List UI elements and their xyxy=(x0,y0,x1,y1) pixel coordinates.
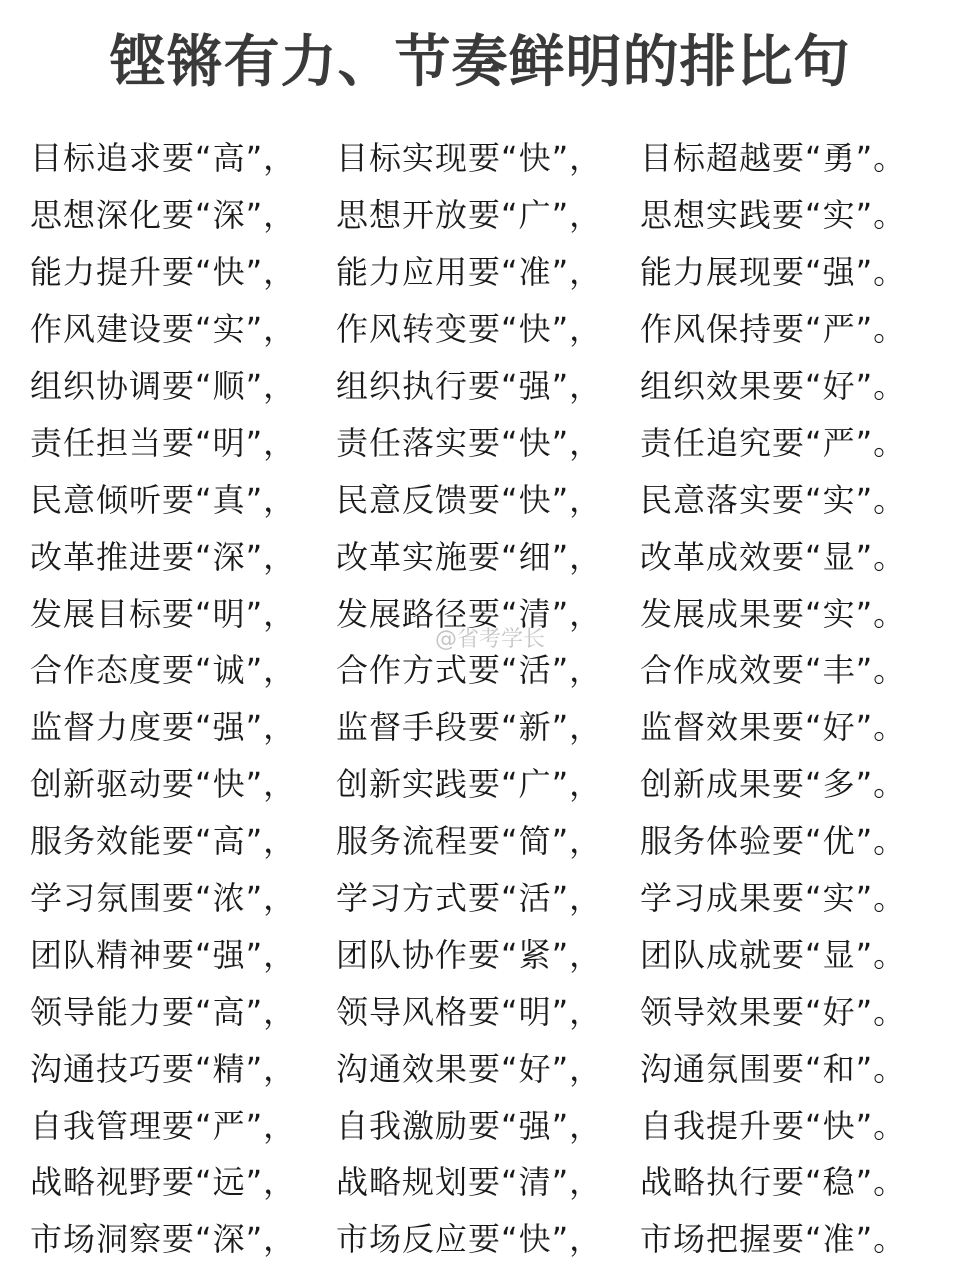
sentence-clause: 目标超越要“勇”。 xyxy=(640,139,907,178)
page-title: 铿锵有力、节奏鲜明的排比句 xyxy=(109,30,851,95)
sentence-clause: 市场洞察要“深”， xyxy=(30,1220,297,1259)
sentence-clause: 思想开放要“广”， xyxy=(336,196,603,235)
sentence-clause: 发展成果要“实”。 xyxy=(640,594,907,633)
sentence-clause: 合作成效要“丰”。 xyxy=(640,651,907,690)
sentence-row xyxy=(30,356,950,413)
sentence-clause: 市场反应要“快”， xyxy=(336,1220,603,1259)
parallel-sentence-list xyxy=(30,128,950,1266)
sentence-clause: 创新成果要“多”。 xyxy=(640,765,907,804)
sentence-clause: 发展目标要“明”， xyxy=(30,594,297,633)
sentence-clause: 作风建设要“实”， xyxy=(30,310,297,349)
sentence-row xyxy=(30,469,950,526)
sentence-row xyxy=(30,526,950,583)
sentence-clause: 服务体验要“优”。 xyxy=(640,822,907,861)
sentence-row xyxy=(30,924,950,981)
sentence-row xyxy=(30,412,950,469)
sentence-row xyxy=(30,1095,950,1152)
sentence-clause: 合作方式要“活”， xyxy=(336,651,603,690)
sentence-clause: 合作态度要“诚”， xyxy=(30,651,297,690)
sentence-clause: 能力展现要“强”。 xyxy=(640,253,907,292)
sentence-clause: 责任落实要“快”， xyxy=(336,423,603,462)
watermark-text: @省考学长 xyxy=(435,627,546,652)
sentence-clause: 创新驱动要“快”， xyxy=(30,765,297,804)
sentence-row xyxy=(30,754,950,811)
sentence-clause: 自我提升要“快”。 xyxy=(640,1106,907,1145)
sentence-clause: 沟通技巧要“精”， xyxy=(30,1049,297,1088)
sentence-clause: 民意落实要“实”。 xyxy=(640,480,907,519)
sentence-clause: 学习氛围要“浓”， xyxy=(30,879,297,918)
sentence-row xyxy=(30,868,950,925)
sentence-clause: 学习方式要“活”， xyxy=(336,879,603,918)
sentence-clause: 领导风格要“明”， xyxy=(336,992,603,1031)
sentence-clause: 团队协作要“紧”， xyxy=(336,935,603,974)
sentence-clause: 发展路径要“清”， xyxy=(336,594,603,633)
sentence-clause: 责任追究要“严”。 xyxy=(640,423,907,462)
sentence-clause: 监督手段要“新”， xyxy=(336,708,603,747)
sentence-row xyxy=(30,242,950,299)
sentence-row xyxy=(30,1209,950,1266)
sentence-clause: 沟通氛围要“和”。 xyxy=(640,1049,907,1088)
sentence-clause: 学习成果要“实”。 xyxy=(640,879,907,918)
sentence-clause: 组织协调要“顺”， xyxy=(30,367,297,405)
sentence-clause: 改革实施要“细”， xyxy=(336,537,603,576)
sentence-clause: 服务效能要“高”， xyxy=(30,822,297,861)
sentence-row xyxy=(30,811,950,868)
sentence-clause: 作风保持要“严”。 xyxy=(640,310,907,349)
sentence-clause: 战略执行要“稳”。 xyxy=(640,1163,907,1202)
sentence-row xyxy=(30,981,950,1038)
sentence-clause: 思想深化要“深”， xyxy=(30,196,297,235)
sentence-clause: 自我激励要“强”， xyxy=(336,1106,603,1145)
sentence-clause: 监督力度要“强”， xyxy=(30,708,297,747)
sentence-clause: 民意反馈要“快”， xyxy=(336,480,603,519)
sentence-clause: 目标实现要“快”， xyxy=(336,139,603,178)
sentence-clause: 沟通效果要“好”， xyxy=(336,1049,603,1088)
sentence-clause: 战略规划要“清”， xyxy=(336,1163,603,1202)
sentence-clause: 组织效果要“好”。 xyxy=(640,367,907,405)
sentence-clause: 作风转变要“快”， xyxy=(336,310,603,349)
sentence-clause: 自我管理要“严”， xyxy=(30,1106,297,1145)
sentence-clause: 团队成就要“显”。 xyxy=(640,935,907,974)
sentence-clause: 领导能力要“高”， xyxy=(30,992,297,1031)
sentence-clause: 民意倾听要“真”， xyxy=(30,480,297,519)
sentence-row xyxy=(30,1038,950,1095)
sentence-clause: 能力应用要“准”， xyxy=(336,253,603,292)
sentence-clause: 思想实践要“实”。 xyxy=(640,196,907,235)
sentence-clause: 监督效果要“好”。 xyxy=(640,708,907,747)
sentence-row xyxy=(30,299,950,356)
sentence-clause: 服务流程要“简”， xyxy=(336,822,603,861)
sentence-clause: 改革成效要“显”。 xyxy=(640,537,907,576)
sentence-row xyxy=(30,185,950,242)
sentence-row xyxy=(30,697,950,754)
sentence-clause: 能力提升要“快”， xyxy=(30,253,297,292)
sentence-clause: 改革推进要“深”， xyxy=(30,537,297,576)
sentence-clause: 组织执行要“强”， xyxy=(336,367,603,405)
sentence-clause: 创新实践要“广”， xyxy=(336,765,603,804)
sentence-clause: 领导效果要“好”。 xyxy=(640,992,907,1031)
sentence-clause: 市场把握要“准”。 xyxy=(640,1220,907,1259)
sentence-clause: 战略视野要“远”， xyxy=(30,1163,297,1202)
sentence-clause: 目标追求要“高”， xyxy=(30,139,297,178)
sentence-row xyxy=(30,1152,950,1209)
sentence-clause: 团队精神要“强”， xyxy=(30,935,297,974)
sentence-row xyxy=(30,128,950,185)
sentence-clause: 责任担当要“明”， xyxy=(30,423,297,462)
